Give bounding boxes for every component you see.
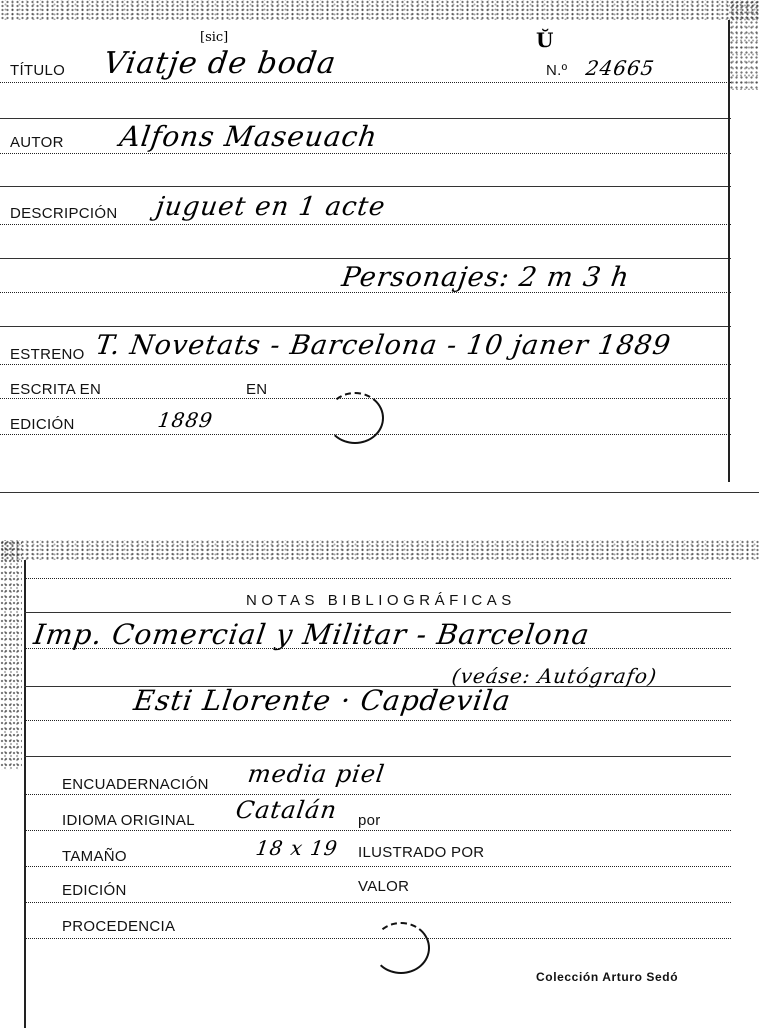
titulo-value: Viatje de boda [101,46,339,81]
card-rule [0,258,731,259]
encuadernacion-value: media piel [246,760,387,788]
nota-aside: (veáse: Autógrafo) [450,664,659,688]
scan-noise-left-edge [0,540,22,770]
descripcion-label: DESCRIPCIÓN [10,205,118,222]
escrita-en-label: ESCRITA EN [10,381,102,398]
card-rule [24,612,731,613]
card-rule [24,830,731,831]
card-rule [0,364,731,365]
card-rule [0,224,731,225]
catalog-card-top [0,0,759,493]
notas-bibliograficas-heading: NOTAS BIBLIOGRÁFICAS [246,592,516,609]
idioma-original-value: Catalán [234,796,340,824]
scan-noise-top-edge [0,0,759,20]
descripcion-value: juguet en 1 acte [153,192,388,222]
punch-hole-mark [372,922,430,974]
card-rule [24,578,731,579]
card-rule [0,118,731,119]
nota-line-1: Imp. Comercial y Militar - Barcelona [31,618,592,651]
coleccion-stamp: Colección Arturo Sedó [536,970,679,984]
valor-label: VALOR [358,878,410,895]
numero-label: N.º [546,62,568,79]
titulo-label: TÍTULO [10,62,66,79]
estreno-label: ESTRENO [10,346,85,363]
edicion-value: 1889 [156,408,215,432]
card-rule [0,326,731,327]
estreno-value: T. Novetats - Barcelona - 10 janer 1889 [93,330,674,361]
procedencia-label: PROCEDENCIA [62,918,176,935]
scan-noise-top-edge [0,540,759,560]
card-rule [0,186,731,187]
card-rule [0,82,731,83]
idioma-original-label: IDIOMA ORIGINAL [62,812,195,829]
tamano-value: 18 x 19 [254,836,340,860]
corner-mark: Ŭ [536,28,555,52]
edicion-bottom-label: EDICIÓN [62,882,127,899]
encuadernacion-label: ENCUADERNACIÓN [62,776,209,793]
tamano-label: TAMAÑO [62,848,127,865]
card-right-border [728,20,730,482]
card-rule [24,756,731,757]
ilustrado-por-label: ILUSTRADO POR [358,844,485,861]
numero-value: 24665 [584,56,657,80]
card-rule [24,794,731,795]
punch-hole-mark [326,392,384,444]
card-rule [24,866,731,867]
autor-value: Alfons Maseuach [117,120,380,153]
card-rule [24,720,731,721]
card-rule [0,153,731,154]
nota-line-2: Esti Llorente · Capdevila [131,684,514,717]
edicion-label: EDICIÓN [10,416,75,433]
en-label: EN [246,381,268,398]
scan-noise-right-corner [729,0,759,90]
personajes-value: Personajes: 2 m 3 h [339,262,632,293]
por-label: por [358,812,381,829]
sic-mark: [sic] [200,30,229,45]
card-rule [24,902,731,903]
autor-label: AUTOR [10,134,64,151]
